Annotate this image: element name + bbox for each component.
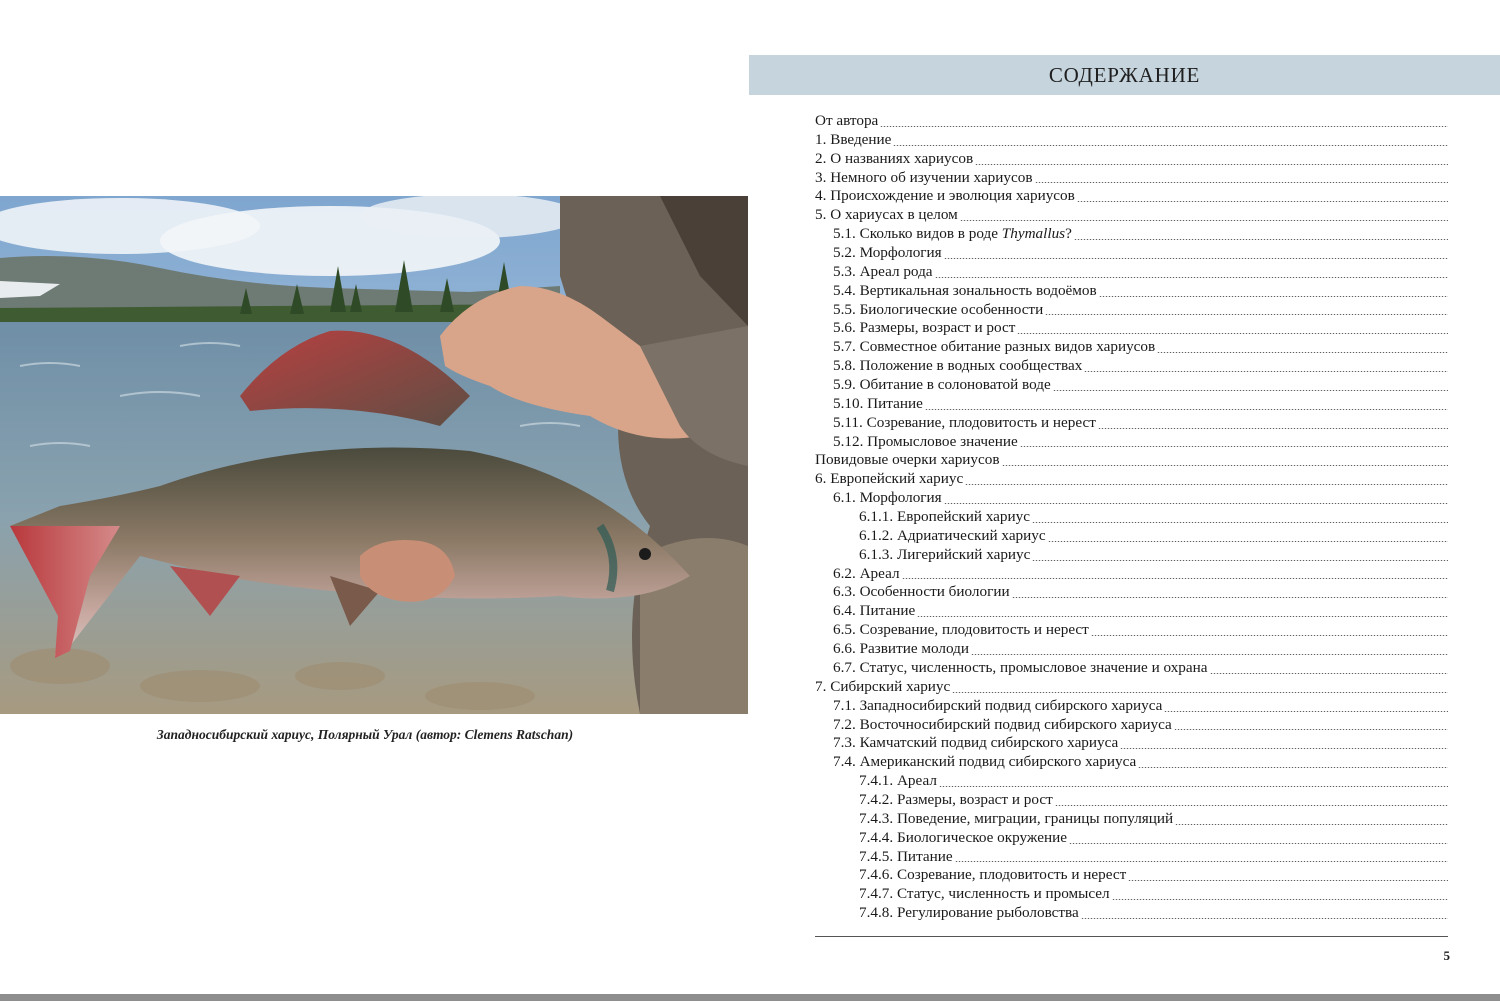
toc-entry[interactable] xyxy=(815,621,1448,640)
toc-entry[interactable] xyxy=(815,583,1448,602)
toc-entry-label: 6.4. Питание xyxy=(833,602,916,620)
toc-entry-label: 7.4.8. Регулирование рыболовства xyxy=(859,904,1079,922)
toc-dot-leader xyxy=(955,848,1448,867)
toc-entry-label: 7.4.3. Поведение, миграции, границы популяций xyxy=(859,809,1174,827)
toc-entry-label: 5.9. Обитание в солоноватой воде xyxy=(833,376,1051,394)
toc-entry[interactable] xyxy=(815,866,1448,885)
toc-dot-leader xyxy=(952,678,1448,697)
toc-dot-leader xyxy=(925,395,1448,414)
toc-entry-label: 6.6. Развитие молоди xyxy=(833,640,969,658)
toc-dot-leader xyxy=(1164,697,1448,716)
toc-entry-label: 7.4.2. Размеры, возраст и рост xyxy=(859,790,1053,808)
toc-entry-label: 7.4.7. Статус, численность и промысел xyxy=(859,885,1110,903)
toc-dot-leader xyxy=(880,112,1448,131)
toc-entry[interactable] xyxy=(815,716,1448,735)
toc-dot-leader xyxy=(902,565,1448,584)
toc-entry[interactable] xyxy=(815,282,1448,301)
toc-entry[interactable] xyxy=(815,753,1448,772)
toc-entry-label: 6.1.1. Европейский хариус xyxy=(859,508,1030,526)
toc-dot-leader xyxy=(1174,716,1448,735)
toc-dot-leader xyxy=(1053,376,1448,395)
toc-dot-leader xyxy=(1077,187,1448,206)
toc-dot-leader xyxy=(1012,583,1448,602)
toc-dot-leader xyxy=(960,206,1448,225)
toc-dot-leader xyxy=(893,131,1448,150)
toc-entry-label: 6.7. Статус, численность, промысловое значение и охрана xyxy=(833,658,1208,676)
page-number: 5 xyxy=(1443,948,1450,963)
toc-dot-leader xyxy=(1138,753,1448,772)
toc-entry-label: Повидовые очерки хариусов xyxy=(815,451,1000,469)
toc-entry-label: 7.4.6. Созревание, плодовитость и нерест xyxy=(859,866,1127,884)
toc-entry-label: 7.4.5. Питание xyxy=(859,847,953,865)
toc-dot-leader xyxy=(944,244,1448,263)
toc-entry-label: 5.2. Морфология xyxy=(833,244,942,262)
toc-entry-label: 7.2. Восточносибирский подвид сибирского хариуса xyxy=(833,715,1172,733)
toc-entry-label: 6.3. Особенности биологии xyxy=(833,583,1010,601)
toc-entry[interactable] xyxy=(815,810,1448,829)
toc-entry[interactable] xyxy=(815,678,1448,697)
toc-entry[interactable] xyxy=(815,414,1448,433)
toc-entry[interactable] xyxy=(815,470,1448,489)
toc-dot-leader xyxy=(1032,546,1448,565)
toc-dot-leader xyxy=(1112,885,1448,904)
toc-entry-label: 6.1. Морфология xyxy=(833,489,942,507)
toc-entry-label: 5.11. Созревание, плодовитость и нерест xyxy=(833,413,1096,431)
toc-entry[interactable] xyxy=(815,565,1448,584)
toc-entry[interactable] xyxy=(815,225,1448,244)
toc-entry[interactable] xyxy=(815,640,1448,659)
toc-entry-label: 7. Сибирский хариус xyxy=(815,677,951,695)
toc-dot-leader xyxy=(939,772,1448,791)
toc-dot-leader xyxy=(965,470,1448,489)
toc-entry-label: 7.4.1. Ареал xyxy=(859,772,937,790)
toc-entry[interactable] xyxy=(815,206,1448,225)
toc-entry-label: 7.4.4. Биологическое окружение xyxy=(859,828,1067,846)
table-of-contents xyxy=(815,112,1448,923)
toc-entry-label: 5.6. Размеры, возраст и рост xyxy=(833,319,1016,337)
toc-entry[interactable] xyxy=(815,734,1448,753)
toc-entry-label: 5.1. Сколько видов в роде Thymallus? xyxy=(833,225,1072,243)
toc-entry-label: 7.1. Западносибирский подвид сибирского хариуса xyxy=(833,696,1163,714)
toc-dot-leader xyxy=(1002,451,1448,470)
toc-entry[interactable] xyxy=(815,848,1448,867)
toc-entry[interactable] xyxy=(815,508,1448,527)
toc-dot-leader xyxy=(975,150,1448,169)
toc-entry-label: От автора xyxy=(815,112,879,129)
toc-entry[interactable] xyxy=(815,169,1448,188)
toc-entry-label: 5.10. Питание xyxy=(833,394,923,412)
toc-entry[interactable] xyxy=(815,263,1448,282)
toc-dot-leader xyxy=(1099,282,1448,301)
toc-header-band xyxy=(749,55,1500,95)
toc-entry[interactable] xyxy=(815,131,1448,150)
toc-entry-label: 5.12. Промысловое значение xyxy=(833,432,1018,450)
toc-dot-leader xyxy=(1175,810,1448,829)
photo-caption: Западносибирский хариус, Полярный Урал (автор: Clemens Ratschan) xyxy=(156,727,574,742)
toc-dot-leader xyxy=(1048,527,1448,546)
toc-entry[interactable] xyxy=(815,904,1448,923)
toc-dot-leader xyxy=(935,263,1448,282)
footer-rule xyxy=(815,936,1448,937)
toc-entry-label: 1. Введение xyxy=(815,130,892,148)
toc-entry[interactable] xyxy=(815,112,1448,131)
toc-entry[interactable] xyxy=(815,602,1448,621)
toc-entry[interactable] xyxy=(815,301,1448,320)
grayling-photo xyxy=(0,196,748,714)
toc-entry[interactable] xyxy=(815,489,1448,508)
toc-dot-leader xyxy=(1032,508,1448,527)
toc-dot-leader xyxy=(1210,659,1448,678)
toc-entry[interactable] xyxy=(815,546,1448,565)
toc-dot-leader xyxy=(1074,225,1448,244)
toc-entry-label: 6.5. Созревание, плодовитость и нерест xyxy=(833,621,1089,639)
toc-dot-leader xyxy=(1035,169,1448,188)
toc-entry[interactable] xyxy=(815,772,1448,791)
toc-entry-label: 6.1.3. Лигерийский хариус xyxy=(859,545,1031,563)
toc-dot-leader xyxy=(1017,319,1448,338)
toc-entry[interactable] xyxy=(815,791,1448,810)
toc-entry[interactable] xyxy=(815,376,1448,395)
toc-dot-leader xyxy=(1091,621,1448,640)
toc-entry[interactable] xyxy=(815,319,1448,338)
toc-entry[interactable] xyxy=(815,187,1448,206)
toc-entry-label: 5.4. Вертикальная зональность водоёмов xyxy=(833,281,1097,299)
toc-entry-label: 5.7. Совместное обитание разных видов хариусов xyxy=(833,338,1156,356)
toc-entry[interactable] xyxy=(815,829,1448,848)
toc-title: СОДЕРЖАНИЕ xyxy=(1048,62,1201,87)
toc-entry[interactable] xyxy=(815,244,1448,263)
toc-entry-label: 3. Немного об изучении хариусов xyxy=(815,168,1033,186)
toc-dot-leader xyxy=(1045,301,1448,320)
toc-dot-leader xyxy=(944,489,1448,508)
toc-entry[interactable] xyxy=(815,451,1448,470)
toc-dot-leader xyxy=(1128,866,1448,885)
toc-entry[interactable] xyxy=(815,659,1448,678)
toc-entry[interactable] xyxy=(815,527,1448,546)
toc-dot-leader xyxy=(1069,829,1448,848)
toc-entry[interactable] xyxy=(815,697,1448,716)
toc-entry[interactable] xyxy=(815,357,1448,376)
toc-entry-label: 5.5. Биологические особенности xyxy=(833,300,1044,318)
toc-entry[interactable] xyxy=(815,395,1448,414)
toc-dot-leader xyxy=(1157,338,1448,357)
toc-entry-label: 5.8. Положение в водных сообществах xyxy=(833,357,1083,375)
toc-dot-leader xyxy=(917,602,1448,621)
viewer-bottom-bar xyxy=(0,994,1500,1001)
toc-dot-leader xyxy=(1098,414,1448,433)
toc-dot-leader xyxy=(1055,791,1448,810)
toc-entry-label: 4. Происхождение и эволюция хариусов xyxy=(815,187,1075,205)
toc-dot-leader xyxy=(1081,904,1448,923)
toc-entry-label: 6.2. Ареал xyxy=(833,564,900,582)
toc-entry[interactable] xyxy=(815,885,1448,904)
toc-entry-label: 5. О хариусах в целом xyxy=(815,206,958,224)
toc-entry-label: 2. О названиях хариусов xyxy=(815,149,974,167)
toc-entry[interactable] xyxy=(815,338,1448,357)
toc-dot-leader xyxy=(1120,734,1448,753)
toc-dot-leader xyxy=(1084,357,1448,376)
toc-entry[interactable] xyxy=(815,150,1448,169)
toc-entry[interactable] xyxy=(815,433,1448,452)
toc-entry-label: 6.1.2. Адриатический хариус xyxy=(859,526,1046,544)
toc-entry-label: 5.3. Ареал рода xyxy=(833,262,933,280)
toc-entry-label: 7.4. Американский подвид сибирского хариуса xyxy=(833,753,1137,771)
toc-entry-label: 6. Европейский хариус xyxy=(815,470,964,488)
toc-dot-leader xyxy=(971,640,1448,659)
toc-entry-label: 7.3. Камчатский подвид сибирского хариуса xyxy=(833,734,1119,752)
toc-dot-leader xyxy=(1020,433,1448,452)
